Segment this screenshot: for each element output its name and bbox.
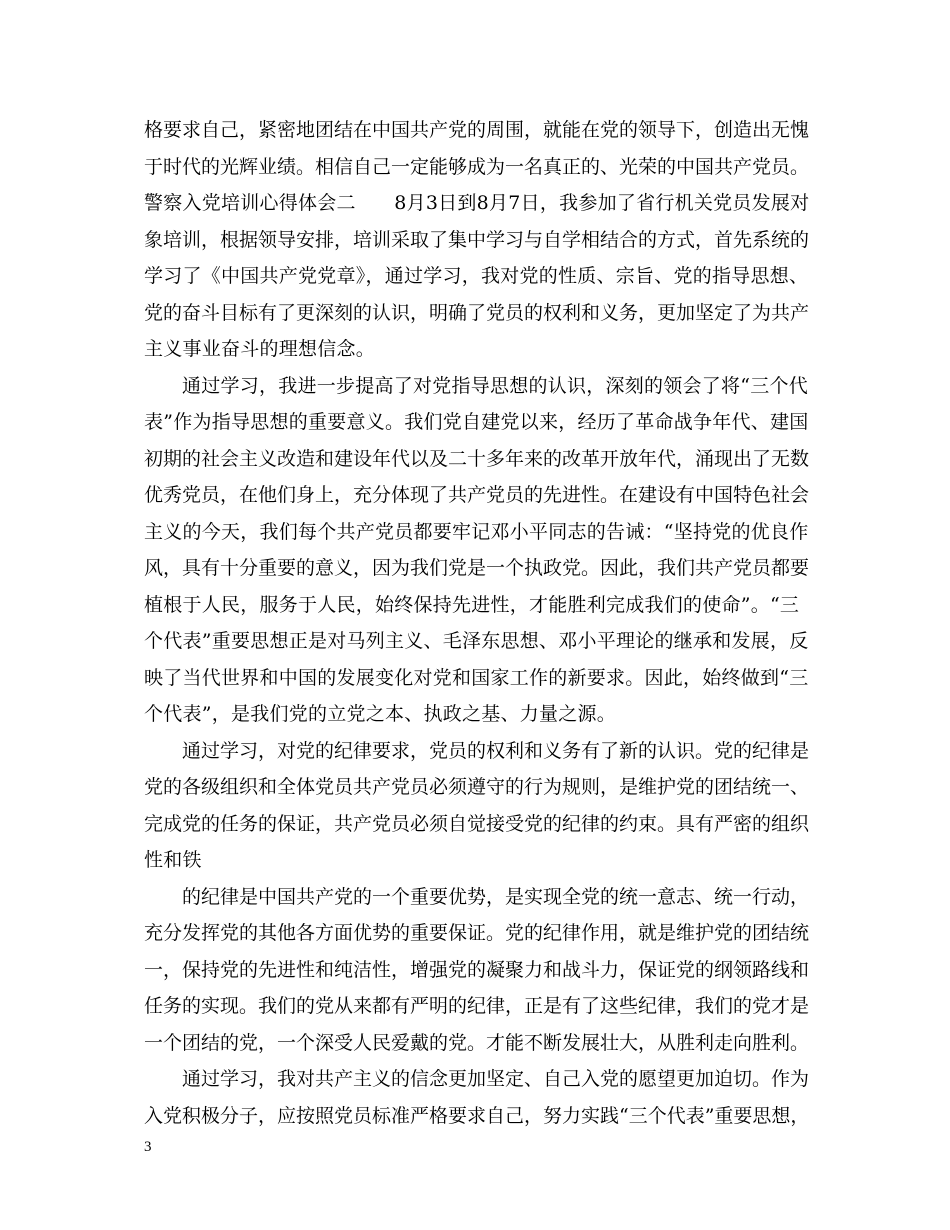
- text-line: 优秀党员，在他们身上，充分体现了共产党员的先进性。在建设有中国特色社会: [144, 484, 810, 506]
- text-line: 象培训，根据领导安排，培训采取了集中学习与自学相结合的方式，首先系统的: [144, 228, 810, 251]
- text-line: 党的奋斗目标有了更深刻的认识，明确了党员的权利和义务，更加坚定了为共产: [144, 301, 810, 324]
- text-line: 警察入党培训心得体会二 8月3日到8月7日，我参加了省行机关党员发展对: [144, 192, 810, 214]
- text-line: 表”作为指导思想的重要意义。我们党自建党以来，经历了革命战争年代、建国: [144, 411, 809, 433]
- text-line: 任务的实现。我们的党从来都有严明的纪律，正是有了这些纪律，我们的党才是: [144, 995, 810, 1017]
- text-line: 入党积极分子，应按照党员标准严格要求自己，努力实践“三个代表”重要思想，: [144, 1104, 810, 1127]
- text-line: 初期的社会主义改造和建设年代以及二十多年来的改革开放年代，涌现出了无数: [144, 447, 810, 470]
- text-line: 个代表”重要思想正是对马列主义、毛泽东思想、邓小平理论的继承和发展，反: [144, 630, 809, 652]
- text-line: 主义事业奋斗的理想信念。: [144, 338, 376, 360]
- text-line: 个代表”，是我们党的立党之本、执政之基、力量之源。: [144, 703, 616, 725]
- text-line: 于时代的光辉业绩。相信自己一定能够成为一名真正的、光荣的中国共产党员。: [144, 155, 810, 178]
- text-line: 主义的今天，我们每个共产党员都要牢记邓小平同志的告诫：“坚持党的优良作: [144, 520, 809, 543]
- text-line: 性和铁: [144, 849, 202, 871]
- text-line: 学习了《中国共产党党章》，通过学习，我对党的性质、宗旨、党的指导思想、: [144, 265, 809, 287]
- text-line: 完成党的任务的保证，共产党员必须自觉接受党的纪律的约束。具有严密的组织: [144, 812, 810, 835]
- text-line: 映了当代世界和中国的发展变化对党和国家工作的新要求。因此，始终做到“三: [144, 666, 809, 689]
- text-line: 通过学习，我进一步提高了对党指导思想的认识，深刻的领会了将“三个代: [182, 374, 808, 397]
- text-line: 通过学习，我对共产主义的信念更加坚定、自己入党的愿望更加迫切。作为: [182, 1068, 810, 1090]
- text-line: 党的各级组织和全体党员共产党员必须遵守的行为规则，是维护党的团结统一、: [144, 776, 810, 798]
- text-line: 的纪律是中国共产党的一个重要优势，是实现全党的统一意志、统一行动，: [182, 885, 810, 908]
- text-line: 通过学习，对党的纪律要求，党员的权利和义务有了新的认识。党的纪律是: [182, 739, 810, 762]
- text-line: 植根于人民，服务于人民，始终保持先进性，才能胜利完成我们的使命”。“三: [144, 593, 800, 616]
- text-line: 格要求自己，紧密地团结在中国共产党的周围，就能在党的领导下，创造出无愧: [144, 119, 810, 141]
- text-line: 风，具有十分重要的意义，因为我们党是一个执政党。因此，我们共产党员都要: [144, 557, 810, 579]
- page-number: 3: [144, 1139, 152, 1155]
- text-line: 一个团结的党，一个深受人民爱戴的党。才能不断发展壮大，从胜利走向胜利。: [144, 1031, 810, 1054]
- document-body: [144, 112, 810, 1134]
- text-line: 充分发挥党的其他各方面优势的重要保证。党的纪律作用，就是维护党的团结统: [144, 922, 810, 944]
- text-line: 一，保持党的先进性和纯洁性，增强党的凝聚力和战斗力，保证党的纲领路线和: [144, 958, 810, 981]
